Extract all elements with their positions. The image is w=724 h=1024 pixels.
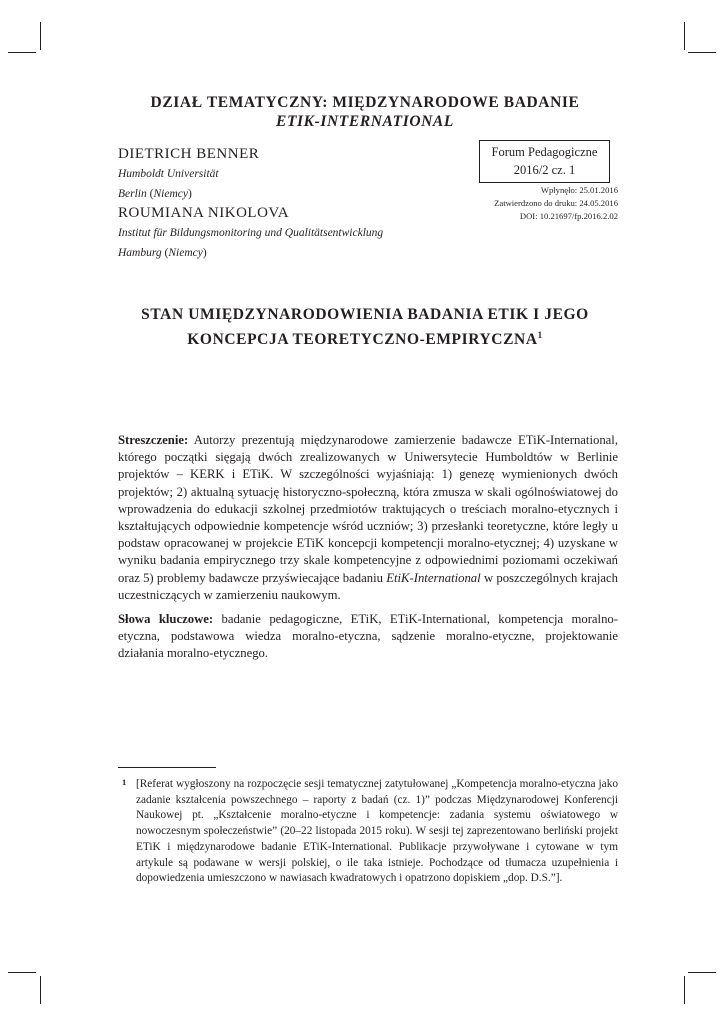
footnote-reference[interactable]: 1	[537, 330, 543, 340]
abstract-label: Streszczenie:	[118, 433, 189, 447]
publication-dates	[494, 184, 618, 223]
crop-mark-bottom-left-vertical	[40, 976, 41, 1004]
received-date: Wpłynęło: 25.01.2016	[540, 185, 618, 195]
author-name: ROUMIANA NIKOLOVA	[118, 205, 290, 221]
article-title-line2-text: KONCEPCJA TEORETYCZNO-EMPIRYCZNA	[187, 331, 538, 348]
author-location: Hamburg (Niemcy)	[118, 247, 207, 259]
crop-mark-bottom-left-horizontal	[8, 972, 36, 973]
crop-mark-top-left-vertical	[40, 22, 41, 50]
crop-mark-bottom-right-horizontal	[688, 972, 716, 973]
footnote-text: [Referat wygłoszony na rozpoczęcie sesji tematycznej zatytułowanej „Kompetencja moralno-etyczna jako zadanie kształcenia powszechnego – raporty z badań (cz. 1)” podczas Międzynarodowej Konferencji Naukowej pt. „Kształcenie moralno-etyczne i kompetencje: zadania systemu oświatowego w nowoczesnym społeczeństwie” (20–22 listopada 2015 roku). W sesji tej zaprezentowano berliński projekt ETiK i międzynarodowe badanie ETiK-International. Publikacje przywoływane i cytowane w tym artykule są podawane w wersji polskiej, o ile taka istnieje. Pochodzące od tłumacza uzupełnienia i dopowiedzenia umieszczono w nawiasach kwadratowych i opatrzono dopiskiem „dop. D.S.”].	[136, 778, 618, 885]
footnote-number: 1	[122, 777, 127, 787]
journal-box	[479, 140, 610, 183]
author-2	[118, 204, 458, 263]
author-1	[118, 145, 458, 204]
author-country: Niemcy	[168, 247, 203, 259]
authors-block	[118, 145, 458, 263]
doi: DOI: 10.21697/fp.2016.2.02	[519, 211, 618, 221]
footnote-separator	[118, 767, 216, 768]
section-heading-line1: DZIAŁ TEMATYCZNY: MIĘDZYNARODOWE BADANIE	[150, 94, 580, 111]
abstract-text-part2: w poszczególnych krajach uczestniczących w zamierzeniu naukowym.	[118, 570, 618, 602]
section-heading	[110, 93, 620, 131]
author-institution: Institut für Bildungsmonitoring und Qualitätsentwicklung	[118, 227, 384, 239]
crop-mark-bottom-right-vertical	[684, 976, 685, 1004]
crop-mark-top-right-horizontal	[688, 52, 716, 53]
keywords-text: badanie pedagogiczne, ETiK, ETiK-International, kompetencja moralno-etyczna, podstawowa wiedza moralno-etyczna, sądzenie moralno-etyczne, projektowanie działania moralno-etycznego.	[118, 612, 618, 661]
author-location: Berlin (Niemcy)	[118, 188, 192, 200]
abstract-paragraph	[118, 432, 618, 604]
footnote	[118, 777, 618, 887]
author-city: Berlin	[118, 188, 147, 200]
article-title-line2	[110, 325, 620, 350]
journal-name: Forum Pedagogiczne	[491, 145, 598, 159]
section-heading-line2: ETIK-INTERNATIONAL	[276, 113, 454, 130]
author-name: DIETRICH BENNER	[118, 146, 260, 162]
crop-mark-top-left-horizontal	[8, 52, 36, 53]
keywords-paragraph	[118, 611, 618, 663]
author-city: Hamburg	[118, 247, 162, 259]
abstract-text-part1: Autorzy prezentują międzynarodowe zamierzenie badawcze ETiK-International, którego początki sięgają dwóch zrealizowanych w Uniwersytecie Humboldtów w Berlinie projektów – KERK i ETiK. W szczególności wyjaśniają: 1) genezę wymienionych dwóch projektów; 2) aktualną sytuację historyczno-społeczną, która zmusza w skali ogólnoświatowej do wprowadzenia do edukacji szkolnej przedmiotów traktujących o treściach moralno-etycznych i kształtujących odpowiednie kompetencje wśród uczniów; 3) przesłanki teoretyczne, które legły u podstaw opracowanej w projekcie ETiK koncepcji kompetencji moralno-etycznej; 4) uzyskane w wyniku badania empirycznego trzy skale kompetencyjne z odpowiednimi poziomami oczekiwań oraz 5) problemy badawcze przyświecające badaniu	[118, 433, 618, 585]
keywords-label: Słowa kluczowe:	[118, 612, 214, 627]
author-institution: Humboldt Universität	[118, 168, 219, 180]
approved-date: Zatwierdzono do druku: 24.05.2016	[494, 198, 618, 208]
author-country: Niemcy	[153, 188, 188, 200]
abstract-section	[118, 432, 618, 663]
journal-issue: 2016/2 cz. 1	[513, 163, 576, 177]
abstract-italic-term: EtiK-International	[386, 570, 481, 585]
article-title-line1: STAN UMIĘDZYNARODOWIENIA BADANIA ETIK I JEGO	[141, 306, 589, 323]
crop-mark-top-right-vertical	[684, 22, 685, 50]
article-title	[110, 305, 620, 350]
